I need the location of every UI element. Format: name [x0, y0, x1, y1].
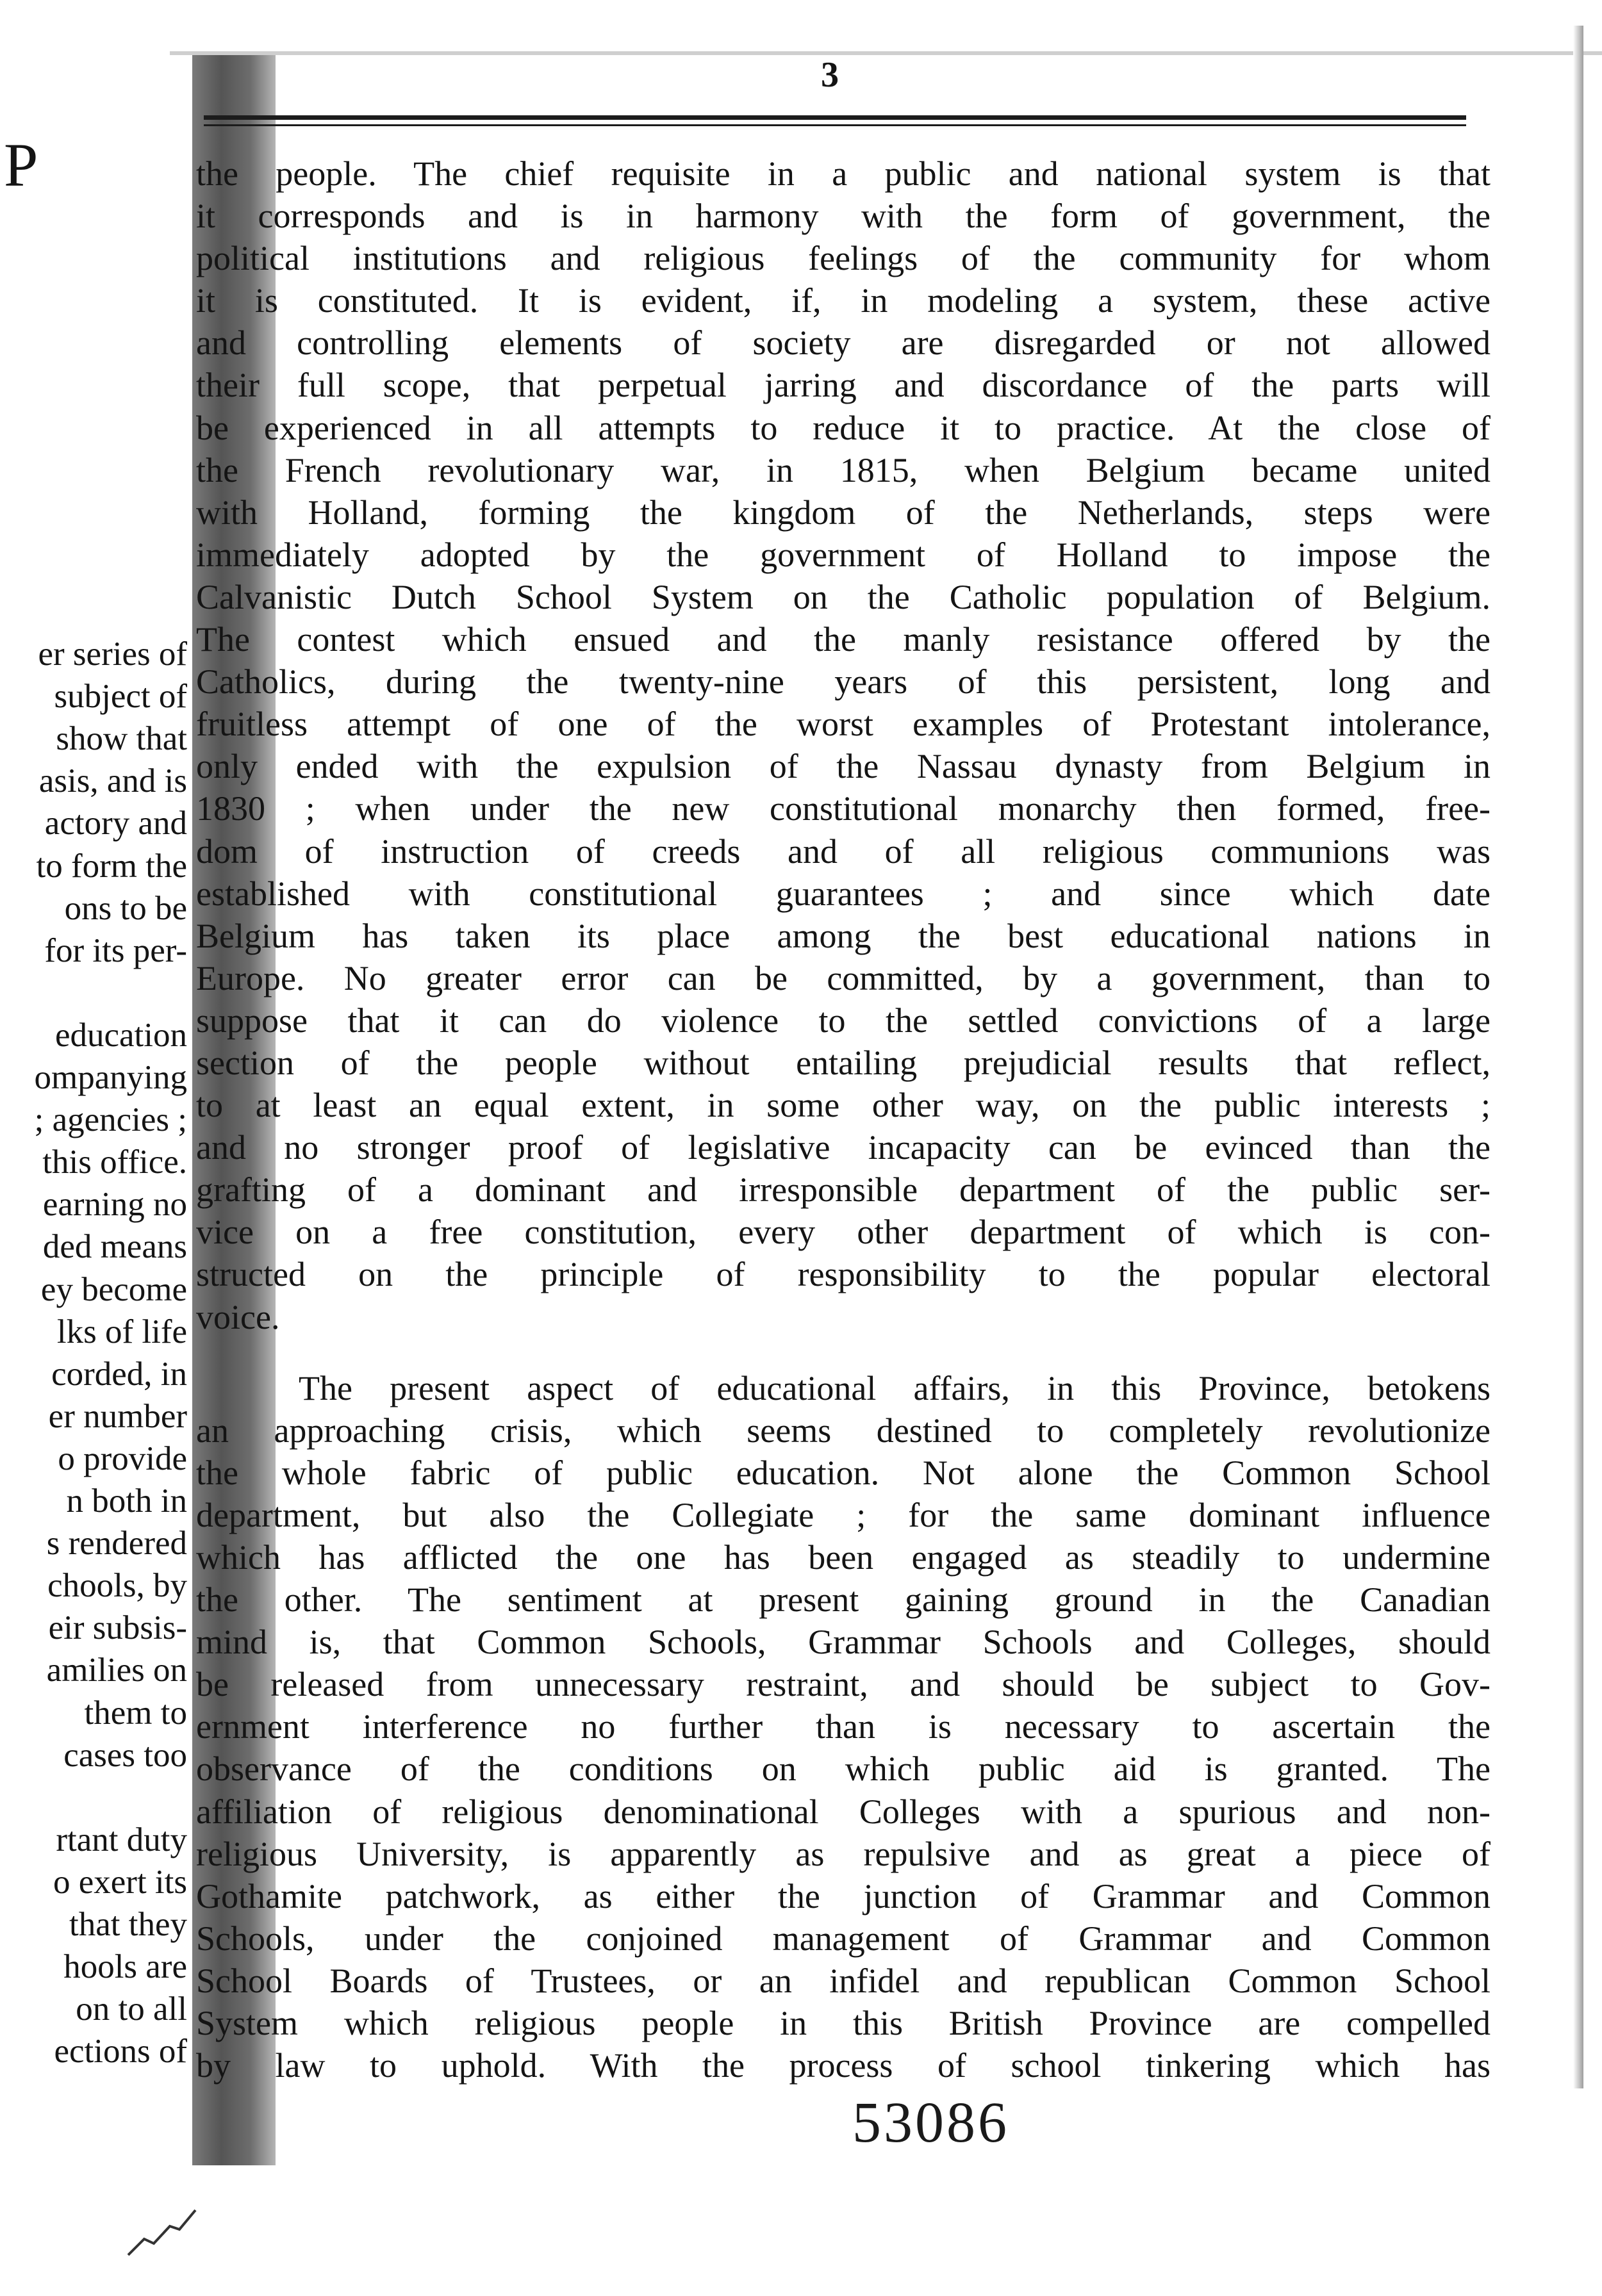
- facing-page-line: eir subsis-: [48, 1609, 187, 1647]
- facing-page-line: for its per-: [44, 931, 187, 969]
- text-line: with Holland, forming the kingdom of the Netherlands, steps were: [196, 493, 1491, 532]
- text-line: their full scope, that perpetual jarring and discordance of the parts will: [196, 366, 1491, 405]
- facing-page-line: subject of: [54, 678, 187, 716]
- text-line: it corresponds and is in harmony with the form of government, the: [196, 197, 1491, 236]
- text-line: Gothamite patchwork, as either the junction of Grammar and Common: [196, 1876, 1491, 1915]
- facing-page-line: ons to be: [64, 889, 187, 927]
- paragraph: [196, 1367, 1491, 2087]
- facing-page-line: show that: [56, 720, 187, 758]
- facing-page-line: to form the: [36, 847, 187, 885]
- text-line: dom of instruction of creeds and of all religious communions was: [196, 832, 1491, 871]
- text-line: the whole fabric of public education. Not alone the Common School: [196, 1453, 1491, 1492]
- body-text: [196, 152, 1491, 2087]
- facing-page-line: them to: [84, 1694, 187, 1732]
- facing-page-line: rtant duty: [56, 1821, 187, 1858]
- text-line: grafting of a dominant and irresponsible department of the public ser-: [196, 1170, 1491, 1210]
- facing-page-line: n both in: [66, 1482, 187, 1520]
- text-line: established with constitutional guarantees ; and since which date: [196, 874, 1491, 913]
- facing-page-line: o provide: [58, 1439, 187, 1477]
- text-line: an approaching crisis, which seems destined to completely revolutionize: [196, 1411, 1491, 1450]
- page-number: 3: [821, 55, 839, 95]
- facing-page-line: this office.: [42, 1144, 187, 1181]
- facing-page-line: education: [54, 1016, 187, 1054]
- text-line: mind is, that Common Schools, Grammar Schools and Colleges, should: [196, 1623, 1491, 1662]
- catalog-number: 53086: [852, 2091, 1009, 2154]
- text-line: suppose that it can do violence to the settled convictions of a large: [196, 1001, 1491, 1040]
- text-line: and no stronger proof of legislative incapacity can be evinced than the: [196, 1128, 1491, 1167]
- facing-page-line: asis, and is: [38, 762, 187, 800]
- text-line: 1830 ; when under the new constitutional monarchy then formed, free-: [196, 789, 1491, 828]
- text-line: The present aspect of educational affairs, in this Province, betokens: [299, 1368, 1491, 1407]
- text-line: structed on the principle of responsibility to the popular electoral: [196, 1255, 1491, 1294]
- facing-page-line: on to all: [76, 1990, 187, 2028]
- text-line: Calvanistic Dutch School System on the Catholic population of Belgium.: [196, 577, 1491, 616]
- text-line: and controlling elements of society are disregarded or not allowed: [196, 324, 1491, 363]
- text-line: the people. The chief requisite in a public and national system is that: [196, 154, 1491, 193]
- text-line: Belgium has taken its place among the best educational nations in: [196, 916, 1491, 955]
- text-line: Catholics, during the twenty-nine years of this persistent, long and: [196, 662, 1491, 701]
- facing-page-line: er series of: [38, 636, 187, 673]
- paragraph: [196, 152, 1491, 1338]
- text-line: immediately adopted by the government of Holland to impose the: [196, 535, 1491, 574]
- text-line: Schools, under the conjoined management of Grammar and Common: [196, 1919, 1491, 1958]
- facing-page-line: corded, in: [51, 1355, 187, 1393]
- text-line: System which religious people in this British Province are compelled: [196, 2004, 1491, 2043]
- text-line: the other. The sentiment at present gaining ground in the Canadian: [196, 1580, 1491, 1620]
- facing-page-line: s rendered: [46, 1525, 187, 1562]
- text-line: the French revolutionary war, in 1815, when Belgium became united: [196, 450, 1491, 489]
- text-line: religious University, is apparently as repulsive and as great a piece of: [196, 1834, 1491, 1873]
- text-line: affiliation of religious denominational Colleges with a spurious and non-: [196, 1792, 1491, 1831]
- facing-page-line: amilies on: [46, 1652, 187, 1689]
- text-line: which has afflicted the one has been engaged as steadily to undermine: [196, 1538, 1491, 1577]
- text-line: be experienced in all attempts to reduce it to practice. At the close of: [196, 408, 1491, 447]
- facing-page-line: earning no: [42, 1186, 187, 1224]
- facing-page-line: chools, by: [47, 1567, 187, 1605]
- text-line: ernment interference no further than is necessary to ascertain the: [196, 1707, 1491, 1746]
- text-line: The contest which ensued and the manly resistance offered by the: [196, 620, 1491, 659]
- facing-page-line: cases too: [63, 1736, 187, 1774]
- paragraph-gap: [196, 1338, 1491, 1367]
- text-line: only ended with the expulsion of the Nassau dynasty from Belgium in: [196, 747, 1491, 786]
- ink-mark: [125, 2204, 202, 2261]
- facing-page-line: ; agencies ;: [34, 1101, 187, 1139]
- facing-page-line: er number: [48, 1397, 187, 1435]
- text-line: it is constituted. It is evident, if, in modeling a system, these active: [196, 281, 1491, 320]
- facing-page-line: ded means: [42, 1228, 187, 1266]
- facing-page-fragment: [0, 38, 192, 2088]
- text-line: to at least an equal extent, in some other way, on the public interests ;: [196, 1086, 1491, 1125]
- text-line: voice.: [196, 1297, 280, 1336]
- header-rule-thick: [204, 115, 1466, 120]
- facing-page-line: ections of: [54, 2033, 187, 2070]
- facing-page-line: o exert its: [53, 1863, 187, 1901]
- text-line: political institutions and religious feelings of the community for whom: [196, 239, 1491, 278]
- facing-page-line: ompanying: [34, 1059, 187, 1096]
- text-line: be released from unnecessary restraint, and should be subject to Gov-: [196, 1665, 1491, 1704]
- text-line: vice on a free constitution, every other department of which is con-: [196, 1213, 1491, 1252]
- page-right-edge: [1573, 26, 1583, 2088]
- facing-page-line: actory and: [44, 805, 187, 842]
- text-line: School Boards of Trustees, or an infidel and republican Common School: [196, 1961, 1491, 2000]
- facing-page-line: that they: [69, 1906, 187, 1943]
- page-top-edge: [170, 51, 1602, 55]
- facing-page-line: lks of life: [56, 1313, 187, 1350]
- facing-page-line: ey become: [40, 1270, 187, 1308]
- text-line: section of the people without entailing prejudicial results that reflect,: [196, 1043, 1491, 1082]
- facing-page-line: hools are: [63, 1948, 187, 1986]
- text-line: fruitless attempt of one of the worst examples of Protestant intolerance,: [196, 705, 1491, 744]
- header-rule-thin: [204, 124, 1466, 126]
- facing-page-mark: P: [4, 131, 36, 199]
- text-line: department, but also the Collegiate ; for the same dominant influence: [196, 1495, 1491, 1534]
- text-line: by law to uphold. With the process of school tinkering which has: [196, 2046, 1491, 2085]
- text-line: observance of the conditions on which public aid is granted. The: [196, 1750, 1491, 1789]
- text-line: Europe. No greater error can be committed, by a government, than to: [196, 958, 1491, 997]
